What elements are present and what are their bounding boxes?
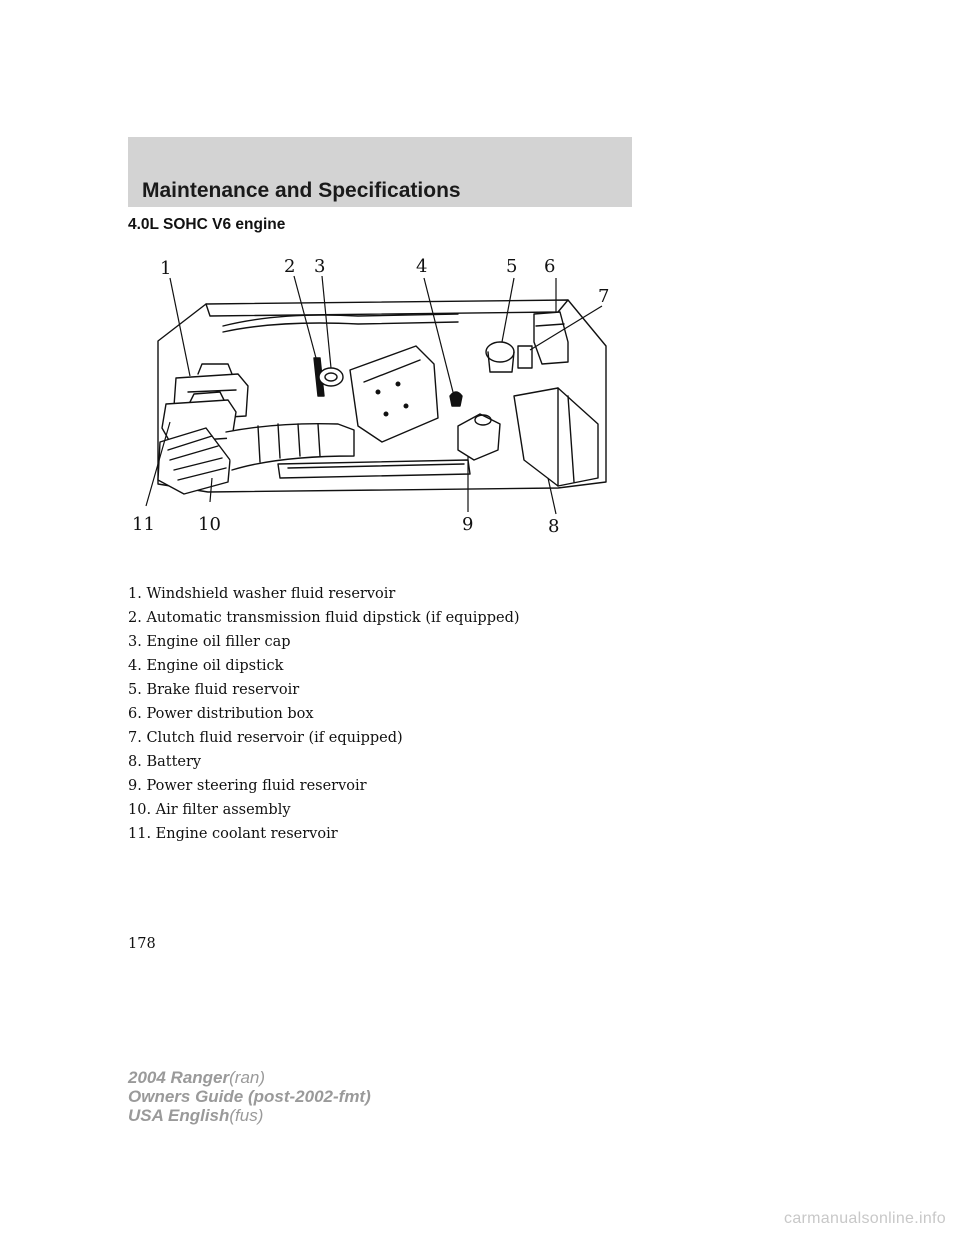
oil-dipstick xyxy=(450,392,462,406)
callout-4: 4 xyxy=(416,256,428,277)
legend-item: 7. Clutch fluid reservoir (if equipped) xyxy=(128,730,403,746)
legend-item: 6. Power distribution box xyxy=(128,706,314,722)
footer-language-code: (fus) xyxy=(229,1106,264,1125)
power-steering-reservoir xyxy=(458,414,500,460)
callout-6: 6 xyxy=(544,256,556,277)
footer-model-code: (ran) xyxy=(229,1068,266,1087)
callout-11: 11 xyxy=(132,514,155,535)
battery xyxy=(514,388,598,486)
engine-compartment-diagram xyxy=(128,246,632,542)
document-footer xyxy=(128,1068,371,1125)
brake-reservoir xyxy=(486,342,514,362)
page-number: 178 xyxy=(128,936,156,952)
footer-model: 2004 Ranger xyxy=(128,1068,230,1087)
callout-7: 7 xyxy=(598,286,610,307)
legend-item: 9. Power steering fluid reservoir xyxy=(128,778,367,794)
legend-item: 1. Windshield washer fluid reservoir xyxy=(128,586,396,602)
component-legend xyxy=(128,582,520,846)
callout-5: 5 xyxy=(506,256,518,277)
legend-item: 3. Engine oil filler cap xyxy=(128,634,291,650)
legend-item: 2. Automatic transmission fluid dipstick (if equipped) xyxy=(128,610,520,626)
oil-filler-cap xyxy=(319,368,343,386)
callout-2: 2 xyxy=(284,256,296,277)
legend-item: 4. Engine oil dipstick xyxy=(128,658,284,674)
section-heading: 4.0L SOHC V6 engine xyxy=(128,216,286,233)
callout-1: 1 xyxy=(160,258,172,279)
callout-3: 3 xyxy=(314,256,326,277)
engine-cover xyxy=(350,346,438,442)
callout-8: 8 xyxy=(548,516,560,537)
section-header-band xyxy=(128,137,632,207)
radiator xyxy=(278,460,470,478)
legend-item: 11. Engine coolant reservoir xyxy=(128,826,338,842)
legend-item: 10. Air filter assembly xyxy=(128,802,291,818)
watermark: carmanualsonline.info xyxy=(784,1210,946,1227)
footer-guide: Owners Guide (post-2002-fmt) xyxy=(128,1087,371,1106)
clutch-reservoir xyxy=(518,346,532,368)
footer-language: USA English xyxy=(128,1106,230,1125)
page-title: Maintenance and Specifications xyxy=(142,179,461,202)
callout-9: 9 xyxy=(462,514,474,535)
power-distribution-box xyxy=(534,312,568,364)
legend-item: 5. Brake fluid reservoir xyxy=(128,682,300,698)
legend-item: 8. Battery xyxy=(128,754,202,770)
callout-10: 10 xyxy=(198,514,221,535)
